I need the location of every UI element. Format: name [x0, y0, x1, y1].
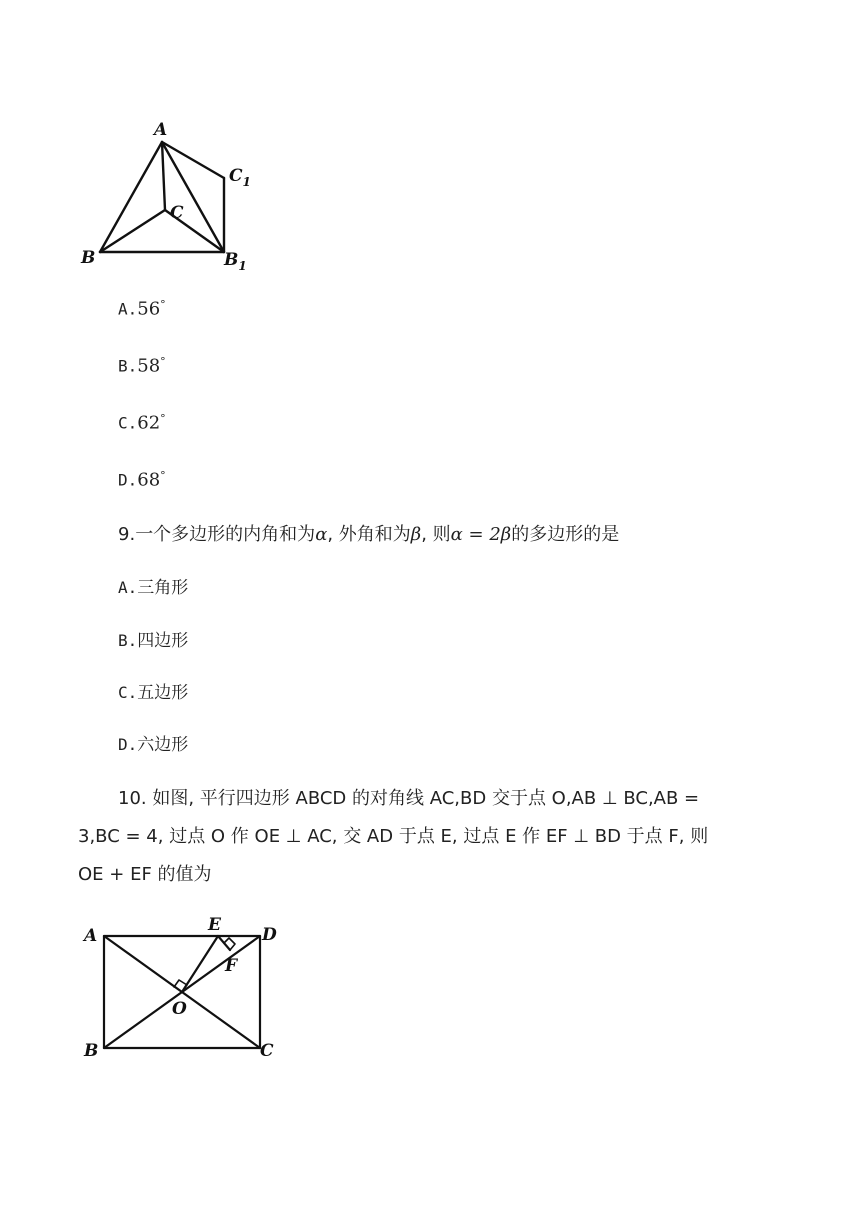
stem-text: 一个多边形的内角和为	[135, 524, 316, 545]
q9-stem	[118, 520, 619, 546]
option-text: 四边形	[137, 631, 189, 651]
label-C: C	[170, 203, 184, 223]
label-C1: $C_1$	[229, 166, 251, 189]
label-E: E	[208, 915, 221, 935]
q9-option-b	[118, 626, 188, 651]
q10-stem-line1: 10. 如图, 平行四边形 ABCD 的对角线 AC,BD 交于点 O,AB ⊥ BC,AB =	[118, 788, 700, 809]
degree-mark: °	[160, 355, 166, 368]
option-letter: A.	[118, 299, 138, 319]
option-text: 五边形	[137, 683, 189, 703]
figure-rectangle-diagonals	[78, 910, 288, 1070]
stem-text: 的多边形的是	[511, 524, 620, 545]
option-letter: D.	[118, 470, 138, 490]
segment-AB	[100, 142, 162, 252]
option-value: 56	[137, 298, 161, 320]
q9-option-a	[118, 573, 188, 598]
degree-mark: °	[160, 469, 166, 482]
option-value: 62	[137, 412, 161, 434]
stem-text: , 外角和为	[327, 524, 411, 545]
math-alpha: α	[315, 524, 328, 545]
option-text: 六边形	[137, 735, 189, 755]
option-letter: C.	[118, 413, 138, 433]
stem-text: , 则	[421, 524, 451, 545]
label-O: O	[172, 999, 187, 1019]
option-letter: B.	[118, 356, 138, 376]
q8-option-a	[118, 298, 166, 320]
q9-option-d	[118, 730, 188, 755]
option-letter: C.	[118, 683, 138, 702]
question-number: 9.	[118, 524, 136, 545]
segment-AB1	[162, 142, 224, 252]
math-beta: β	[410, 524, 422, 545]
option-value: 68	[137, 469, 161, 491]
option-letter: A.	[118, 578, 138, 597]
math-equation: α = 2β	[450, 524, 512, 545]
q8-option-b	[118, 355, 166, 377]
degree-mark: °	[160, 298, 166, 311]
label-B: B	[84, 1041, 99, 1061]
label-B: B	[81, 248, 96, 268]
label-C: C	[260, 1041, 274, 1061]
option-letter: D.	[118, 735, 138, 754]
option-letter: B.	[118, 631, 138, 650]
segment-CB	[100, 210, 165, 252]
segment-OE	[182, 936, 218, 992]
option-text: 三角形	[137, 578, 189, 598]
label-A: A	[84, 926, 98, 946]
option-value: 58	[137, 355, 161, 377]
q8-option-d	[118, 469, 166, 491]
q8-option-c	[118, 412, 166, 434]
segment-AC	[162, 142, 165, 210]
label-F: F	[225, 956, 238, 976]
q9-option-c	[118, 678, 188, 703]
label-D: D	[262, 925, 277, 945]
figure-triangle-rotation	[78, 112, 268, 277]
q10-stem-line3: OE + EF 的值为	[78, 864, 212, 885]
degree-mark: °	[160, 412, 166, 425]
q10-stem-line2: 3,BC = 4, 过点 O 作 OE ⊥ AC, 交 AD 于点 E, 过点 E 作 EF ⊥ BD 于点 F, 则	[78, 826, 709, 847]
label-B1: $B_1$	[224, 250, 247, 273]
label-A: A	[154, 120, 168, 140]
